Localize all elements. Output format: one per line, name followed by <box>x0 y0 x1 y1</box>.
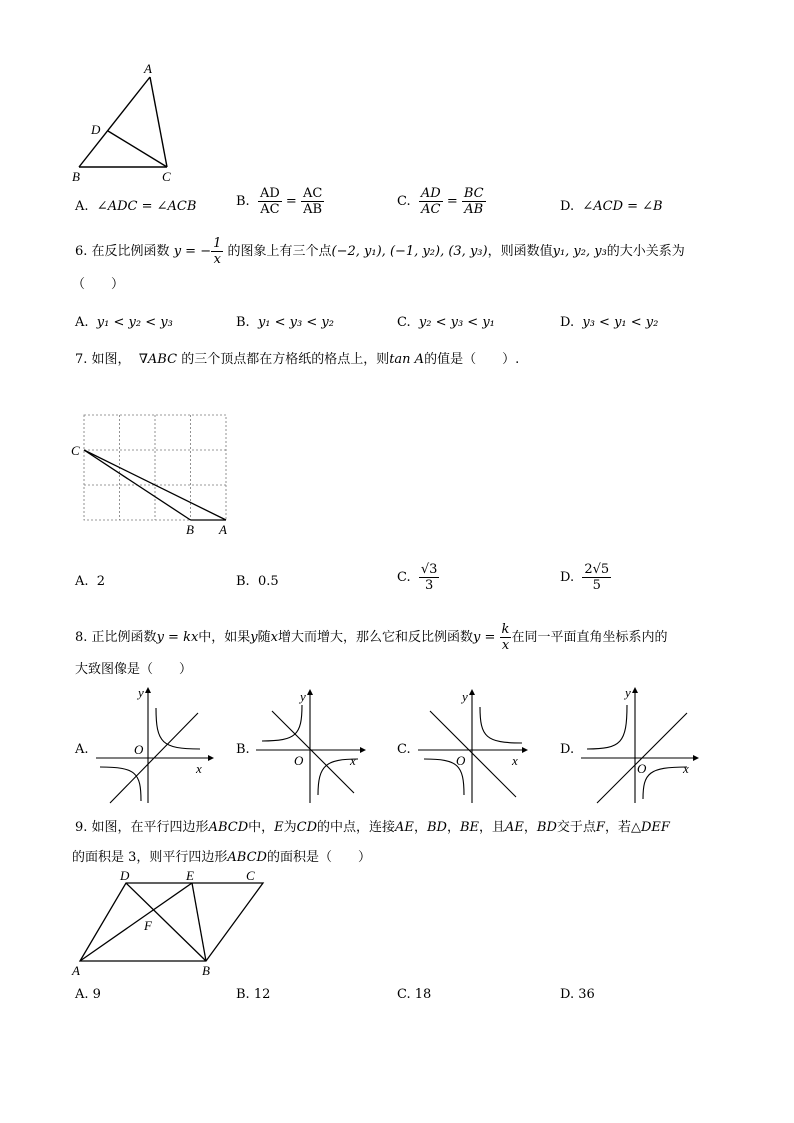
q6-option-c[interactable]: C. y₂ < y₃ < y₁ <box>397 315 495 330</box>
fraction: $\frac{AC}{AB}$ <box>302 186 323 217</box>
label-O: O <box>637 761 647 776</box>
fraction: $\frac{AD}{AC}$ <box>259 186 280 217</box>
q5-triangle-figure <box>60 55 200 190</box>
label-x: x <box>196 761 202 776</box>
q5-option-a[interactable]: A. ∠ADC = ∠ACB <box>75 199 197 214</box>
q7-option-a[interactable]: A. 2 <box>75 574 106 589</box>
fraction: $\frac{AD}{AC}$ <box>420 186 441 217</box>
label-O: O <box>294 753 304 768</box>
label-y: y <box>462 689 468 704</box>
fraction: $\frac{2√5}{5}$ <box>584 562 610 593</box>
q5-option-d[interactable]: D. ∠ACD = ∠B <box>560 199 663 214</box>
label-B: B <box>72 169 80 184</box>
label-A: A <box>144 61 152 76</box>
fraction: $\frac{BC}{AB}$ <box>463 186 484 217</box>
label-A: A <box>72 963 80 978</box>
q8-option-a[interactable]: A. <box>75 742 89 757</box>
q9-option-a[interactable]: A. 9 <box>75 987 101 1002</box>
label-D: D <box>91 122 101 137</box>
q8-option-c[interactable]: C. <box>397 742 411 757</box>
q8-graph-a[interactable] <box>90 683 215 808</box>
q6-option-a[interactable]: A. y₁ < y₂ < y₃ <box>75 315 173 330</box>
label-y: y <box>138 685 144 700</box>
label-C: C <box>246 868 255 883</box>
q8-option-d[interactable]: D. <box>560 742 575 757</box>
q9-parallelogram-figure <box>68 868 278 983</box>
label-D: D <box>120 868 130 883</box>
q7-question: 7. 如图， ∇ABC 的三个顶点都在方格纸的格点上，则tan A的值是（ ）. <box>75 352 520 367</box>
q8-question: 8. 正比例函数y = kx中，如果y随x增大而增大，那么它和反比例函数y = $\frac{k}{x}$ 在同一平面直角坐标系内的 <box>75 622 668 653</box>
q8-question-line2: 大致图像是（ ） <box>75 662 193 677</box>
q6-option-b[interactable]: B. y₁ < y₃ < y₂ <box>236 315 334 330</box>
q9-option-c[interactable]: C. 18 <box>397 987 432 1002</box>
label-F: F <box>144 918 152 933</box>
q5-option-b[interactable]: B. $\frac{AD}{AC}$ = $\frac{AC}{AB}$ <box>236 186 323 217</box>
label-B: B <box>186 522 194 537</box>
label-O: O <box>456 753 466 768</box>
label-y: y <box>300 689 306 704</box>
fraction: $\frac{√3}{3}$ <box>420 562 438 593</box>
q9-option-b[interactable]: B. 12 <box>236 987 271 1002</box>
q6-option-d[interactable]: D. y₃ < y₁ < y₂ <box>560 315 659 330</box>
q8-graph-d[interactable] <box>575 683 705 808</box>
fraction: $\frac{1}{x}$ <box>213 236 222 267</box>
q8-graph-b[interactable] <box>250 683 375 808</box>
q9-option-d[interactable]: D. 36 <box>560 987 595 1002</box>
q5-option-c[interactable]: C. $\frac{AD}{AC}$ = $\frac{BC}{AB}$ <box>397 186 484 217</box>
label-B: B <box>202 963 210 978</box>
q8-graph-c[interactable] <box>412 683 537 808</box>
label-x: x <box>350 753 356 768</box>
label-y: y <box>625 685 631 700</box>
label-C: C <box>71 443 80 458</box>
label-E: E <box>186 868 194 883</box>
q6-question: 6. 在反比例函数 y = − $\frac{1}{x}$ 的图象上有三个点(−2, y₁), (−1, y₂), (3, y₃)，则函数值y₁, y₂, y₃的大小关系为 <box>75 236 685 267</box>
label-C: C <box>162 169 171 184</box>
label-O: O <box>134 742 144 757</box>
q7-grid-figure <box>68 405 248 545</box>
q8-option-b[interactable]: B. <box>236 742 250 757</box>
label-A: A <box>219 522 227 537</box>
q9-question: 9. 如图，在平行四边形ABCD中，E为CD的中点，连接AE，BD，BE，且AE，BD交于点F，若△DEF <box>75 820 670 835</box>
label-x: x <box>683 761 689 776</box>
q6-answer-paren: （ ） <box>72 277 125 292</box>
q9-question-line2: 的面积是 3，则平行四边形ABCD的面积是（ ） <box>72 850 371 865</box>
label-x: x <box>512 753 518 768</box>
q7-option-d[interactable]: D. $\frac{2√5}{5}$ <box>560 562 610 593</box>
fraction: $\frac{k}{x}$ <box>501 622 510 653</box>
q7-option-b[interactable]: B. 0.5 <box>236 574 279 589</box>
q7-option-c[interactable]: C. $\frac{√3}{3}$ <box>397 562 438 593</box>
